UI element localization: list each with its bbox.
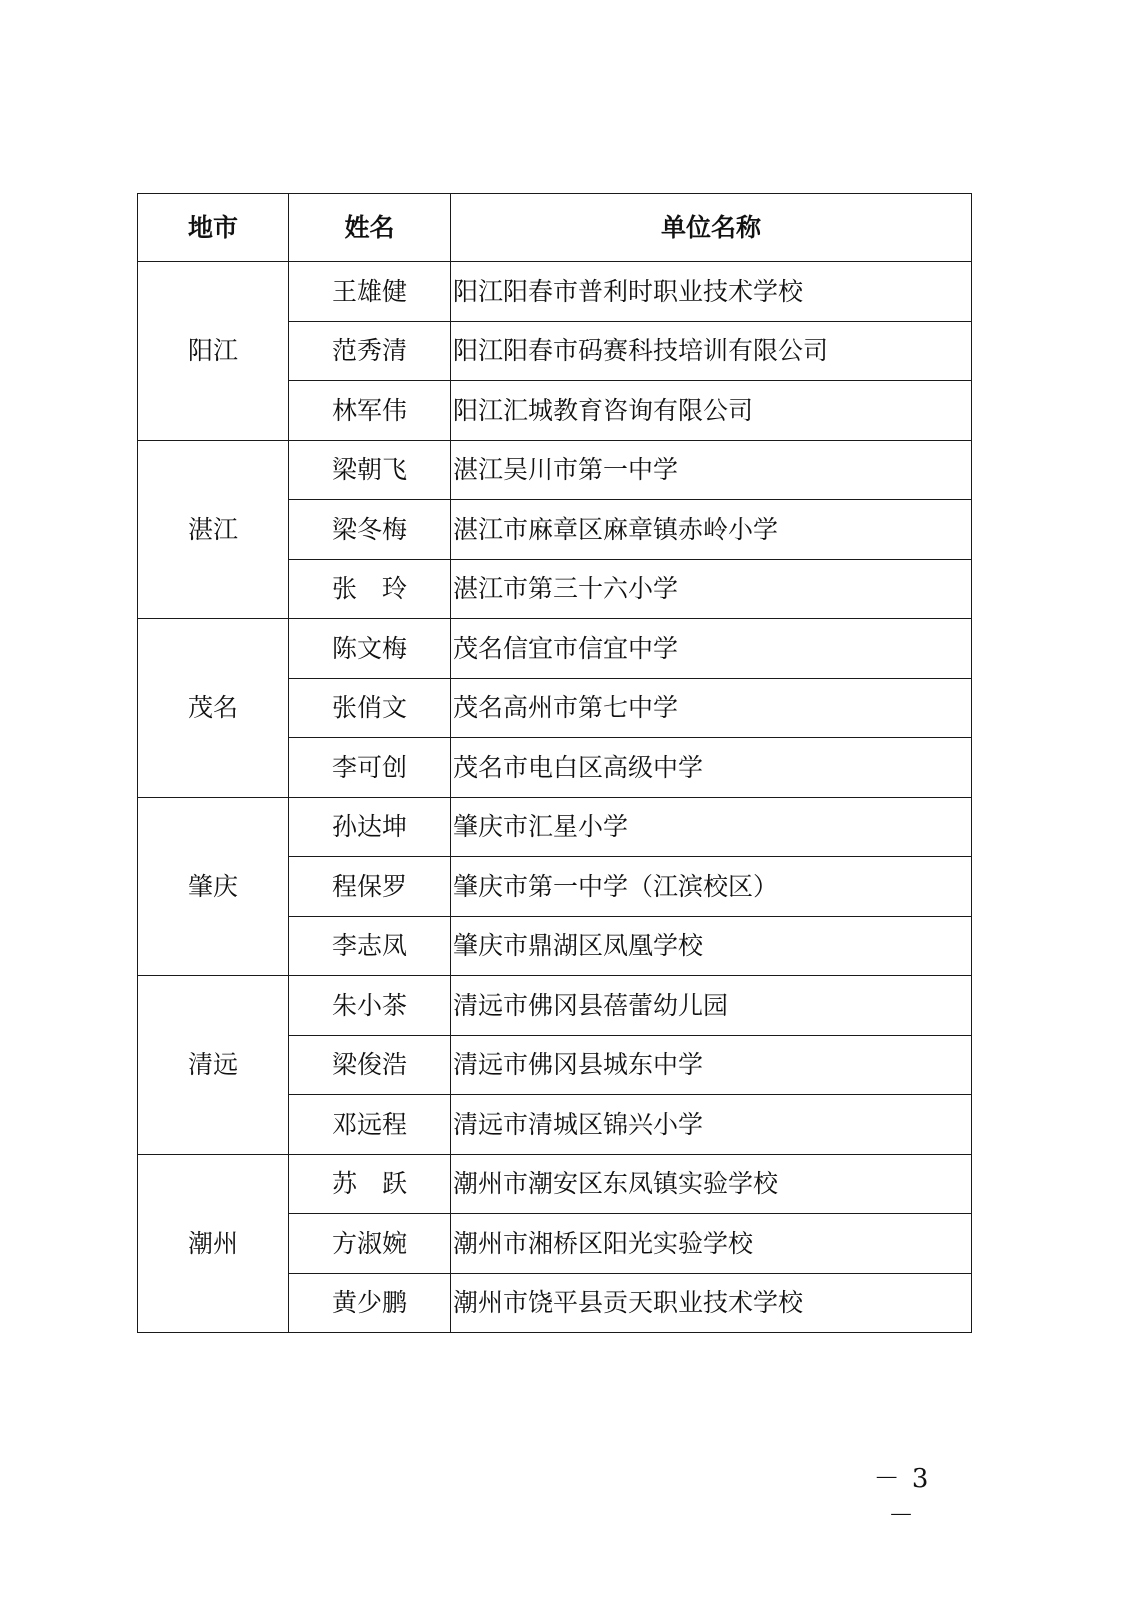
unit-cell: 阳江阳春市码赛科技培训有限公司 <box>451 321 972 381</box>
name-cell: 张 玲 <box>289 559 451 619</box>
name-cell: 李志凤 <box>289 916 451 976</box>
unit-cell: 潮州市湘桥区阳光实验学校 <box>451 1214 972 1274</box>
name-cell: 方淑婉 <box>289 1214 451 1274</box>
name-cell: 王雄健 <box>289 262 451 322</box>
name-cell: 程保罗 <box>289 857 451 917</box>
header-unit: 单位名称 <box>451 194 972 262</box>
header-row <box>138 194 972 262</box>
name-cell: 陈文梅 <box>289 619 451 679</box>
name-cell: 朱小茶 <box>289 976 451 1036</box>
unit-cell: 肇庆市鼎湖区凤凰学校 <box>451 916 972 976</box>
unit-cell: 阳江阳春市普利时职业技术学校 <box>451 262 972 322</box>
city-cell: 茂名 <box>138 619 289 798</box>
table-row <box>138 262 972 322</box>
city-cell: 清远 <box>138 976 289 1155</box>
table-row <box>138 797 972 857</box>
page-number: － 3 － <box>873 1464 931 1531</box>
unit-cell: 清远市清城区锦兴小学 <box>451 1095 972 1155</box>
unit-cell: 湛江市麻章区麻章镇赤岭小学 <box>451 500 972 560</box>
city-cell: 肇庆 <box>138 797 289 976</box>
unit-cell: 清远市佛冈县城东中学 <box>451 1035 972 1095</box>
city-cell: 湛江 <box>138 440 289 619</box>
name-cell: 李可创 <box>289 738 451 798</box>
unit-cell: 肇庆市第一中学（江滨校区） <box>451 857 972 917</box>
name-cell: 邓远程 <box>289 1095 451 1155</box>
name-cell: 苏 跃 <box>289 1154 451 1214</box>
name-cell: 范秀清 <box>289 321 451 381</box>
header-name: 姓名 <box>289 194 451 262</box>
name-cell: 梁俊浩 <box>289 1035 451 1095</box>
name-cell: 黄少鹏 <box>289 1273 451 1333</box>
table-body <box>138 262 972 1333</box>
unit-cell: 阳江汇城教育咨询有限公司 <box>451 381 972 441</box>
name-cell: 梁冬梅 <box>289 500 451 560</box>
name-cell: 林军伟 <box>289 381 451 441</box>
unit-cell: 茂名市电白区高级中学 <box>451 738 972 798</box>
unit-cell: 清远市佛冈县蓓蕾幼儿园 <box>451 976 972 1036</box>
table-row <box>138 440 972 500</box>
unit-cell: 湛江吴川市第一中学 <box>451 440 972 500</box>
table-row <box>138 976 972 1036</box>
unit-cell: 潮州市饶平县贡天职业技术学校 <box>451 1273 972 1333</box>
unit-cell: 肇庆市汇星小学 <box>451 797 972 857</box>
name-cell: 梁朝飞 <box>289 440 451 500</box>
unit-cell: 茂名信宜市信宜中学 <box>451 619 972 679</box>
unit-cell: 潮州市潮安区东凤镇实验学校 <box>451 1154 972 1214</box>
name-cell: 张俏文 <box>289 678 451 738</box>
table-row <box>138 619 972 679</box>
table-header <box>138 194 972 262</box>
header-city: 地市 <box>138 194 289 262</box>
table-row <box>138 1154 972 1214</box>
city-cell: 阳江 <box>138 262 289 441</box>
city-cell: 潮州 <box>138 1154 289 1333</box>
unit-cell: 茂名高州市第七中学 <box>451 678 972 738</box>
unit-cell: 湛江市第三十六小学 <box>451 559 972 619</box>
name-cell: 孙达坤 <box>289 797 451 857</box>
roster-table <box>137 193 972 1333</box>
